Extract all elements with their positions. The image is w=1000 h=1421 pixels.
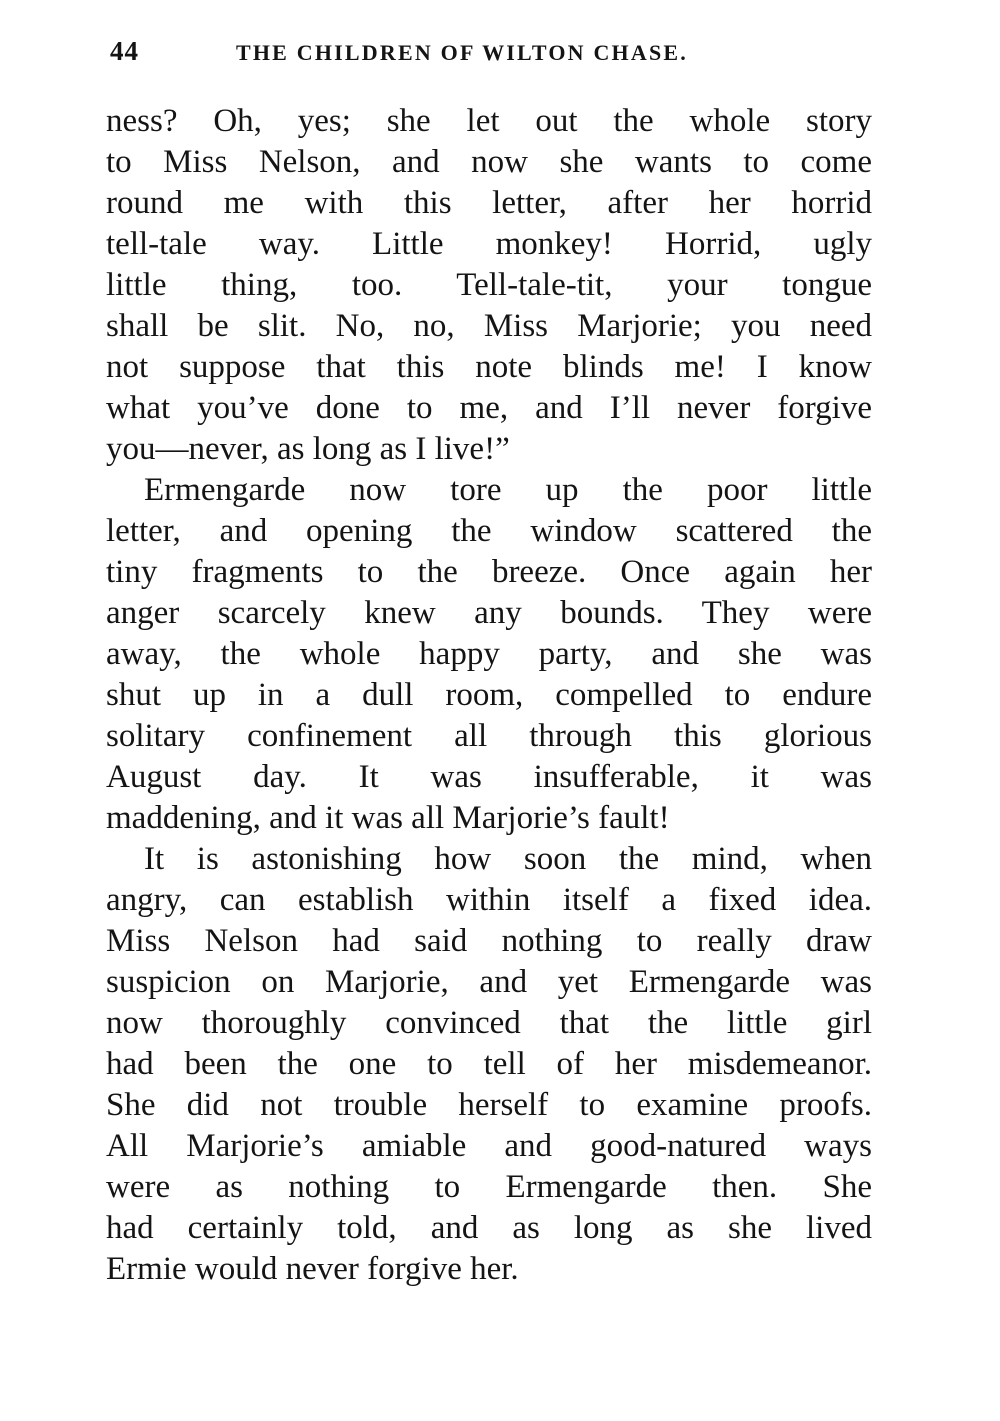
text-line: All Marjorie’s amiable and good-natured ways [106,1128,872,1164]
page-number: 44 [110,36,139,66]
text-line: letter, and opening the window scattered the [106,513,872,549]
text-line: tiny fragments to the breeze. Once again her [106,554,872,590]
text-line: anger scarcely knew any bounds. They were [106,595,872,631]
text-line: shut up in a dull room, compelled to endure [106,677,872,713]
text-line: you—never, as long as I live!” [106,431,510,467]
text-line: what you’ve done to me, and I’ll never forgive [106,390,872,426]
paragraph-first-line: It is astonishing how soon the mind, when [144,841,872,877]
text-line: shall be slit. No, no, Miss Marjorie; you need [106,308,872,344]
text-line: August day. It was insufferable, it was [106,759,872,795]
text-line: maddening, and it was all Marjorie’s fault! [106,800,670,836]
text-line: now thoroughly convinced that the little girl [106,1005,872,1041]
text-line: angry, can establish within itself a fixed idea. [106,882,872,918]
paragraph-first-line: Ermengarde now tore up the poor little [144,472,872,508]
text-line: Ermie would never forgive her. [106,1251,519,1287]
text-line: were as nothing to Ermengarde then. She [106,1169,872,1205]
text-line: had certainly told, and as long as she lived [106,1210,872,1246]
text-line: round me with this letter, after her horrid [106,185,872,221]
text-line: She did not trouble herself to examine proofs. [106,1087,872,1123]
running-head [108,36,878,76]
text-line: away, the whole happy party, and she was [106,636,872,672]
text-line: solitary confinement all through this glorious [106,718,872,754]
text-line: tell-tale way. Little monkey! Horrid, ugly [106,226,872,262]
text-line: had been the one to tell of her misdemeanor. [106,1046,872,1082]
text-line: not suppose that this note blinds me! I know [106,349,872,385]
text-line: little thing, too. Tell-tale-tit, your tongue [106,267,872,303]
text-line: Miss Nelson had said nothing to really draw [106,923,872,959]
body-text [106,101,872,1290]
running-title: THE CHILDREN OF WILTON CHASE. [236,40,688,65]
text-line: ness? Oh, yes; she let out the whole story [106,103,872,139]
text-line: to Miss Nelson, and now she wants to come [106,144,872,180]
text-line: suspicion on Marjorie, and yet Ermengarde was [106,964,872,1000]
